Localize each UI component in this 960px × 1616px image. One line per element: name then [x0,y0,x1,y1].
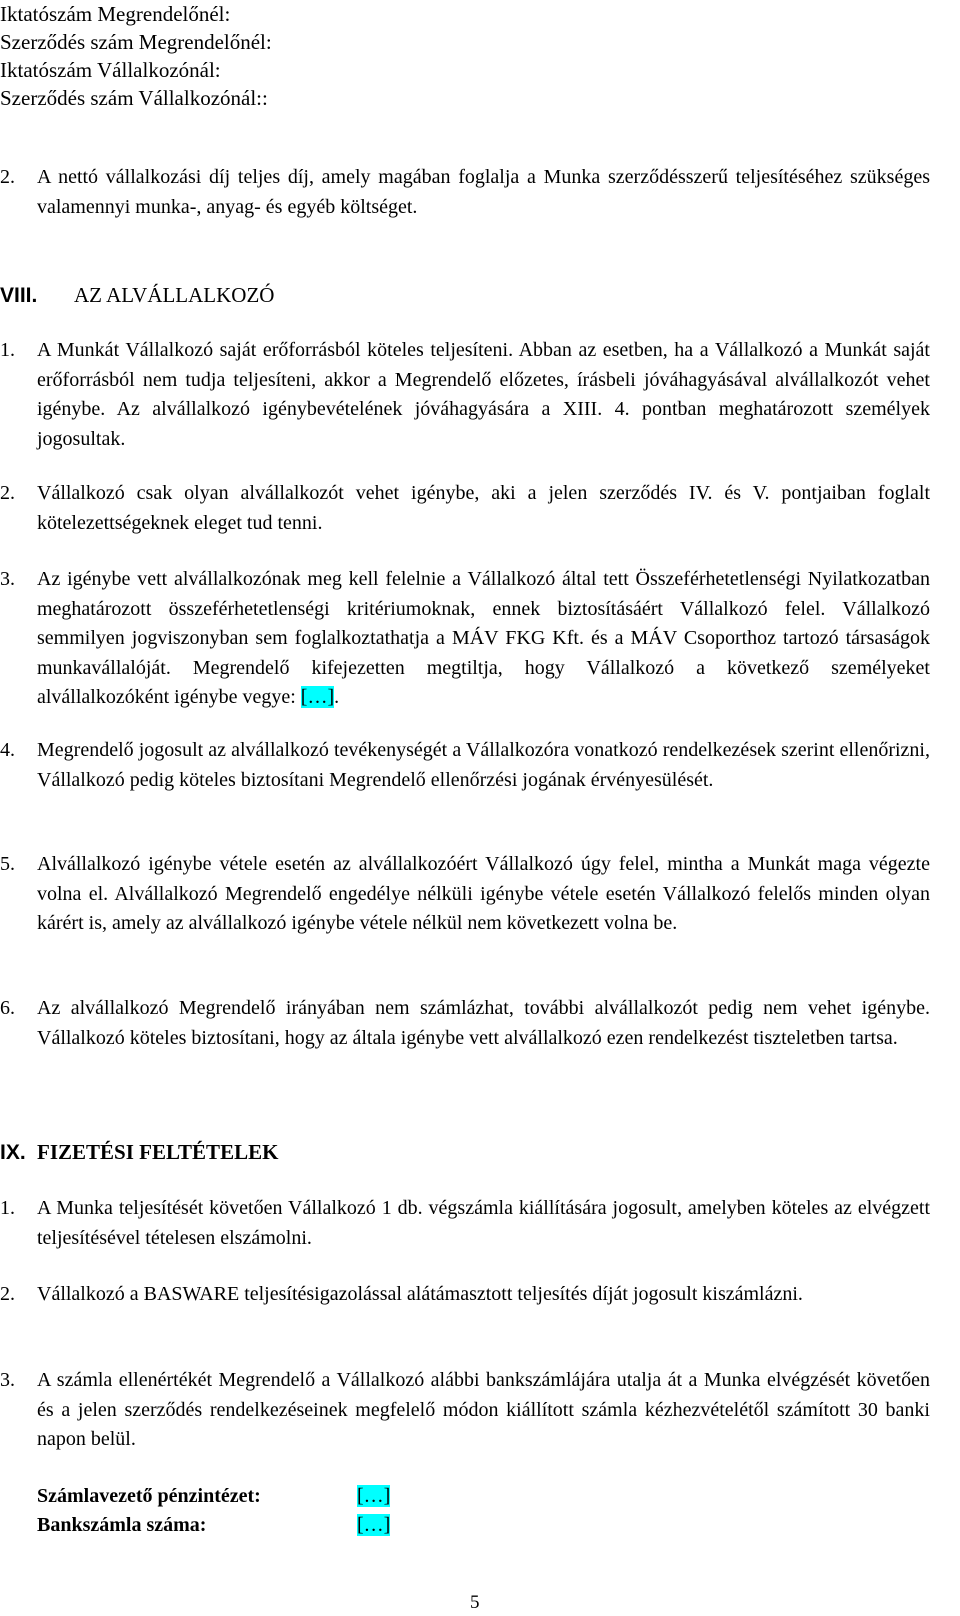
paragraph-viii-6 [0,994,930,1053]
paragraph-number: 3. [0,568,15,590]
paragraph-text: Az alvállalkozó Megrendelő irányában nem számlázhat, további alvállalkozót pedig nem vehet igénybe. Vállalkozó köteles biztosítani, hogy az általa igénybe vett alvállalkozó ezen rendelkezést tiszteletben tartsa. [37,997,930,1049]
page-number: 5 [470,1592,480,1613]
paragraph-ix-1 [0,1194,930,1253]
paragraph-number: 4. [0,739,15,761]
bank-institution-row [37,1482,390,1511]
paragraph-text: Alvállalkozó igénybe vétele esetén az alvállalkozóért Vállalkozó úgy felel, mintha a Munkát maga végezte volna el. Alvállalkozó Megrendelő engedélye nélküli igénybe vétele esetén Vállalkozó felelős minden olyan kárért is, amely az alvállalkozó igénybe vétele nélkül nem következett volna be. [37,853,930,934]
paragraph-viii-3 [0,565,930,713]
paragraph-text [37,565,930,713]
header-line: Szerződés szám Vállalkozónál:: [0,86,268,110]
paragraph-text: Vállalkozó a BASWARE teljesítésigazolással alátámasztott teljesítés díját jogosult kiszámlázni. [37,1283,803,1305]
paragraph-text-tail: . [334,686,340,708]
paragraph-number: 1. [0,1197,15,1219]
paragraph-text: A nettó vállalkozási díj teljes díj, amely magában foglalja a Munka szerződésszerű teljesítéséhez szükséges valamennyi munka-, anyag- és egyéb költséget. [37,166,930,218]
paragraph-number: 5. [0,853,15,875]
paragraph-number: 2. [0,166,15,188]
header-line: Szerződés szám Megrendelőnél: [0,30,272,54]
header-line: Iktatószám Megrendelőnél: [0,2,231,26]
paragraph-text: A számla ellenértékét Megrendelő a Vállalkozó alábbi bankszámlájára utalja át a Munka elvégzését követően és a jelen szerződés rendelkezéseinek megfelelő módon kiállított számla kézhezvételétől számított 30 banki napon belül. [37,1369,930,1450]
paragraph-text: A Munka teljesítését követően Vállalkozó 1 db. végszámla kiállítására jogosult, amelyben köteles az elvégzett teljesítésével tételesen elszámolni. [37,1197,930,1249]
bank-account-value: […] [357,1514,391,1536]
paragraph-text: Vállalkozó csak olyan alvállalkozót vehet igénybe, aki a jelen szerződés IV. és V. pontjaiban foglalt kötelezettségeknek eleget tud tenni. [37,482,930,534]
paragraph-text: Megrendelő jogosult az alvállalkozó tevékenységét a Vállalkozóra vonatkozó rendelkezések szerint ellenőrizni, Vállalkozó pedig köteles biztosítani Megrendelő ellenőrzési jogának érvényesülését. [37,739,930,791]
section-heading-ix [0,1137,279,1168]
paragraph-viii-4 [0,736,930,795]
header-line: Iktatószám Vállalkozónál: [0,58,221,82]
paragraph-number: 2. [0,1283,15,1305]
section-title: AZ ALVÁLLALKOZÓ [74,283,275,307]
paragraph-viii-1 [0,336,930,454]
paragraph-number: 6. [0,997,15,1019]
bank-institution-value: […] [357,1485,391,1507]
paragraph-ix-3 [0,1366,930,1455]
paragraph-vii-2 [0,163,930,222]
section-number: IX. [0,1141,26,1164]
paragraph-text-main: Az igénybe vett alvállalkozónak meg kell felelnie a Vállalkozó által tett Összeférhetetlenségi Nyilatkozatban meghatározott összeférhetetlenségi kritériumoknak, ennek biztosításáért Vállalkozó felel. Vállalkozó semmilyen jogviszonyban sem foglalkoztathatja a MÁV FKG Kft. és a MÁV Csoporthoz tartozó társaságok munkavállalóját. Megrendelő kifejezetten megtiltja, hogy Vállalkozó a következő személyeket alvállalkozóként igénybe vegye: [37,568,930,708]
paragraph-viii-2 [0,479,930,538]
paragraph-number: 2. [0,482,15,504]
section-title: FIZETÉSI FELTÉTELEK [37,1140,279,1164]
paragraph-viii-5 [0,850,930,939]
section-number: VIII. [0,284,38,307]
section-heading-viii [0,280,275,311]
registration-header [0,0,272,112]
paragraph-number: 3. [0,1369,15,1391]
paragraph-number: 1. [0,339,15,361]
highlighted-placeholder: […] [300,686,335,708]
paragraph-text: A Munkát Vállalkozó saját erőforrásból köteles teljesíteni. Abban az esetben, ha a Vállalkozó a Munkát saját erőforrásból nem tudja teljesíteni, akkor a Megrendelő előzetes, írásbeli jóváhagyásával alvállalkozót vehet igénybe. Az alvállalkozó igénybevételének jóváhagyására a XIII. 4. pontban meghatározott személyek jogosultak. [37,339,930,450]
bank-institution-label: Számlavezető pénzintézet: [37,1485,261,1507]
bank-account-label: Bankszámla száma: [37,1514,207,1536]
paragraph-ix-2 [0,1280,930,1310]
bank-account-row [37,1511,390,1540]
